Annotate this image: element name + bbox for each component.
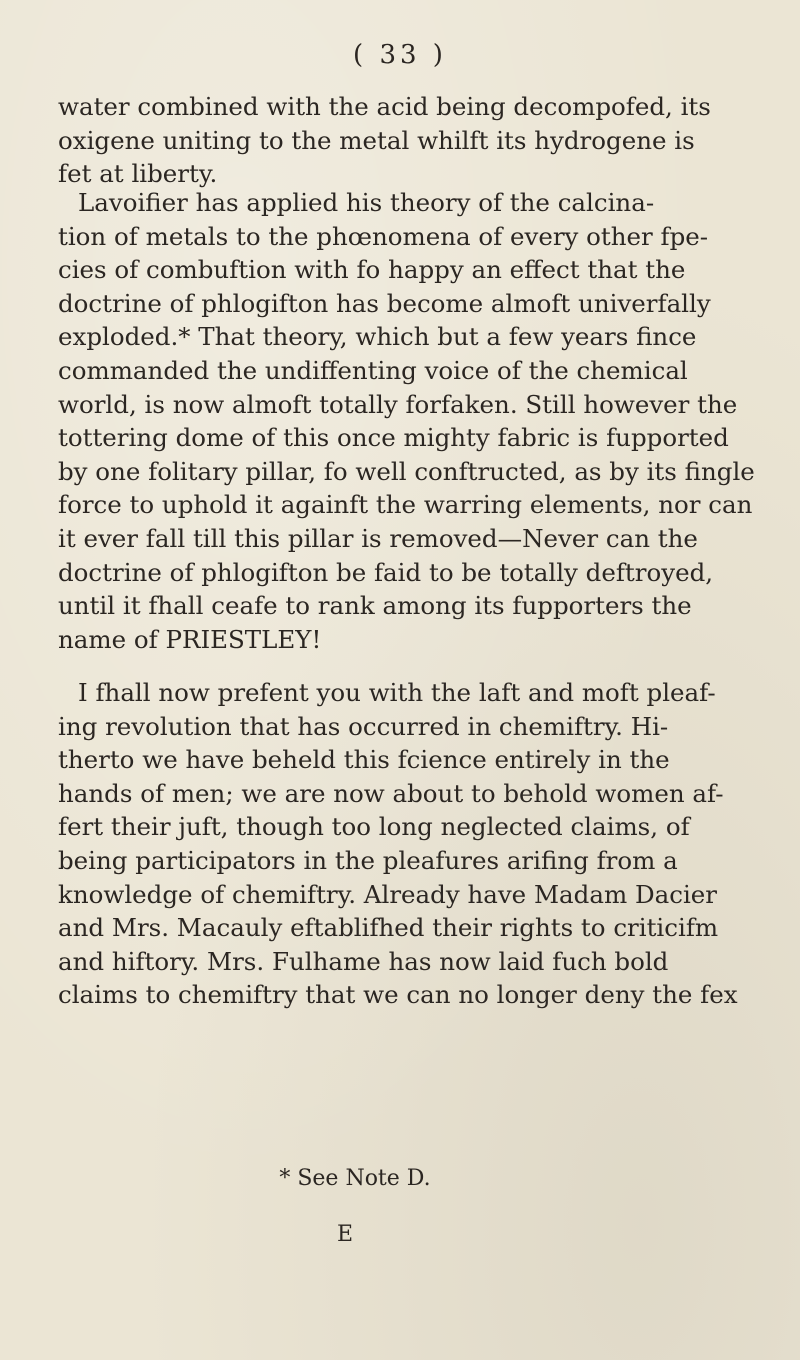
text-line: fet at liberty. [58, 159, 218, 189]
paragraph-1 [58, 90, 758, 191]
text-line: Lavoifier has applied his theory of the calcina- [78, 188, 655, 217]
text-line: and hiftory. Mrs. Fulhame has now laid fuch bold [58, 946, 669, 976]
text-line: ing revolution that has occurred in chemiftry. Hi- [58, 711, 669, 741]
text-line: fert their juft, though too long neglected claims, of [58, 812, 690, 842]
text-line: force to uphold it againft the warring elements, nor can [58, 490, 753, 520]
text-line: commanded the undiffenting voice of the chemical [58, 355, 688, 385]
text-line: therto we have beheld this fcience entirely in the [58, 745, 670, 775]
signature-mark: E [336, 1222, 354, 1247]
text-line: it ever fall till this pillar is removed—Never can the [58, 523, 698, 553]
text-line: cies of combuftion with fo happy an effect that the [58, 255, 686, 285]
text-line: world, is now almoft totally forfaken. Still however the [58, 389, 738, 419]
text-line: doctrine of phlogifton be faid to be totally deftroyed, [58, 557, 714, 587]
footnote: * See Note D. [279, 1166, 431, 1191]
text-line: by one folitary pillar, fo well conftructed, as by its fingle [58, 456, 755, 486]
paragraph-3 [58, 676, 758, 1012]
paragraph-2 [58, 186, 758, 656]
text-line: knowledge of chemiftry. Already have Madam Dacier [58, 879, 717, 909]
text-line: hands of men; we are now about to behold women af- [58, 778, 724, 808]
text-line: doctrine of phlogifton has become almoft univerfally [58, 288, 711, 318]
text-line: and Mrs. Macauly eftablifhed their rights to criticifm [58, 913, 719, 943]
text-line: exploded.* That theory, which but a few years fince [58, 322, 697, 352]
text-line: until it fhall ceafe to rank among its fupporters the [58, 591, 692, 621]
text-line: I fhall now prefent you with the laft and moft pleaf- [78, 678, 716, 707]
text-line: tottering dome of this once mighty fabric is fupported [58, 423, 729, 453]
text-line: tion of metals to the phœnomena of every other fpe- [58, 221, 709, 251]
text-line: oxigene uniting to the metal whilft its hydrogene is [58, 125, 695, 155]
text-line: water combined with the acid being decompofed, its [58, 92, 711, 121]
page-number: ( 33 ) [353, 40, 447, 70]
text-line: being participators in the pleafures arifing from a [58, 845, 678, 875]
text-line: claims to chemiftry that we can no longer deny the fex [58, 980, 738, 1010]
text-line: name of PRIESTLEY! [58, 624, 322, 654]
